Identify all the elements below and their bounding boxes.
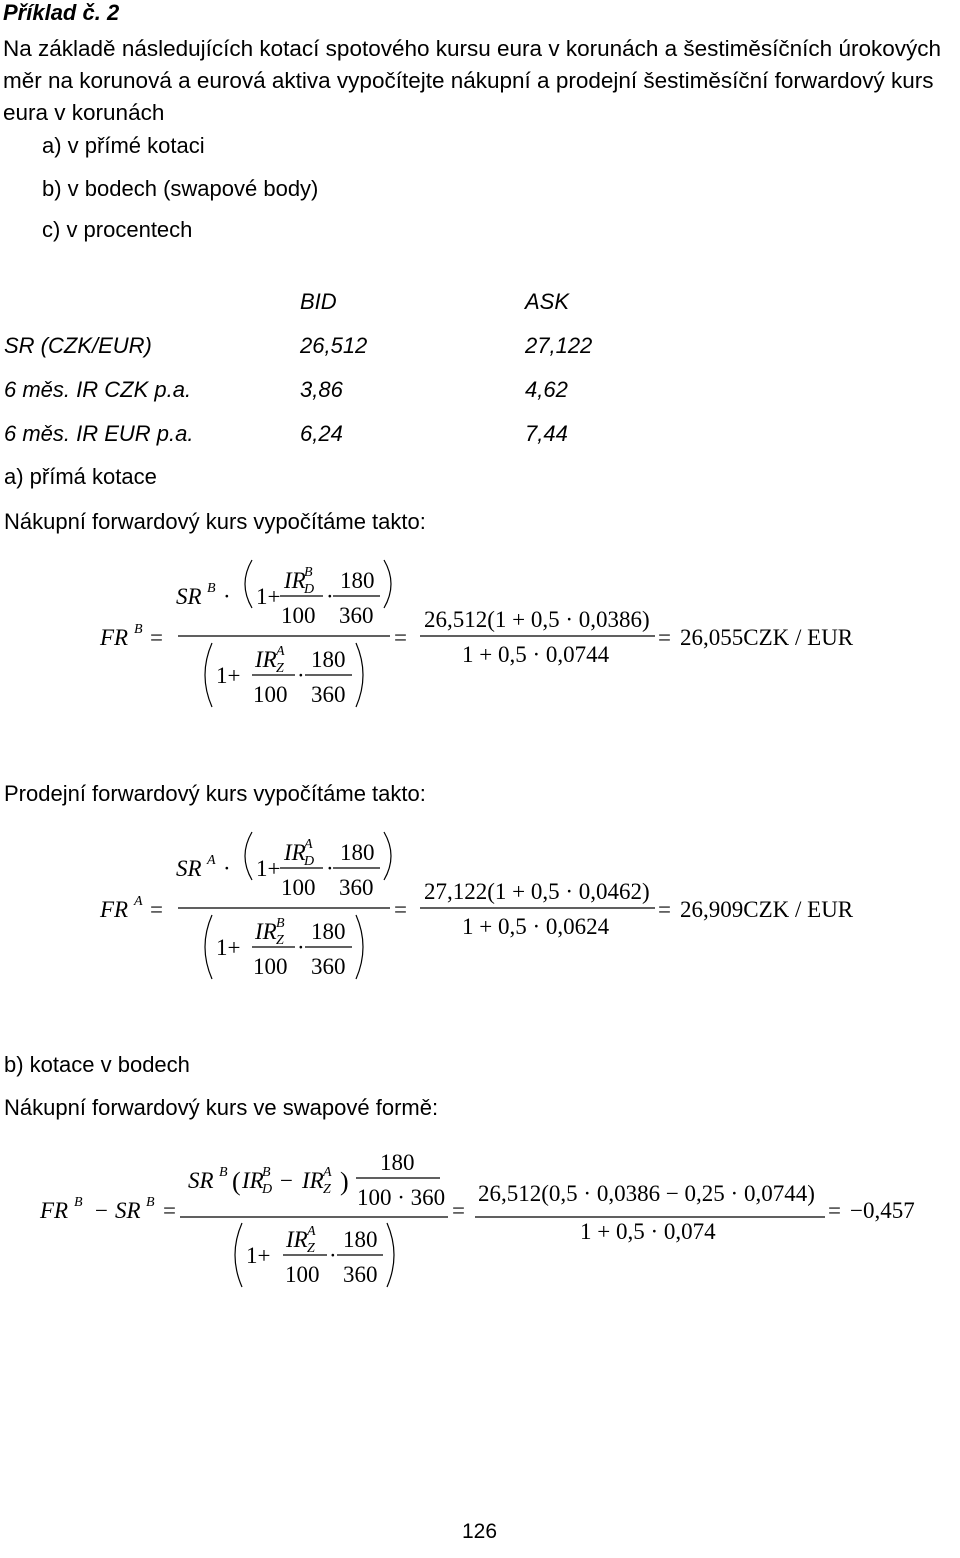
svg-text:A: A [276, 644, 285, 659]
svg-text:IR: IR [302, 1168, 324, 1193]
svg-text:·: · [326, 584, 334, 609]
row-bid: 3,86 [300, 377, 343, 402]
svg-text:D: D [262, 1182, 273, 1197]
svg-text:26,909CZK / EUR: 26,909CZK / EUR [680, 897, 854, 922]
svg-text:B: B [262, 1165, 271, 1180]
svg-text:27,122(1 + 0,5 · 0,0462): 27,122(1 + 0,5 · 0,0462) [424, 879, 650, 904]
svg-text:26,512(1 + 0,5 · 0,0386): 26,512(1 + 0,5 · 0,0386) [424, 607, 650, 632]
svg-text:=: = [150, 897, 163, 922]
svg-text:A: A [307, 1224, 316, 1239]
svg-text:FR: FR [100, 897, 129, 922]
svg-text:IR: IR [255, 647, 277, 672]
svg-text:360: 360 [339, 603, 374, 628]
page-title: Příklad č. 2 [3, 0, 120, 25]
svg-text:A: A [134, 894, 143, 909]
svg-text:D: D [304, 582, 315, 597]
svg-text:100: 100 [281, 875, 316, 900]
svg-text:Z: Z [307, 1241, 315, 1256]
svg-text:A: A [207, 853, 216, 868]
svg-text:1+: 1+ [216, 935, 241, 960]
row-label: 6 měs. IR CZK p.a. [4, 377, 192, 402]
svg-text:SR: SR [176, 856, 202, 881]
svg-text:1+: 1+ [256, 584, 281, 609]
svg-text:IR: IR [242, 1168, 264, 1193]
svg-text:100: 100 [285, 1262, 320, 1287]
svg-text:·: · [223, 584, 231, 609]
svg-text:360: 360 [311, 954, 346, 979]
header-bid: BID [300, 289, 337, 314]
svg-text:Z: Z [276, 933, 284, 948]
row-bid: 26,512 [300, 333, 368, 358]
svg-text:360: 360 [343, 1262, 378, 1287]
svg-text:D: D [304, 854, 315, 869]
swap-forward-text: Nákupní forwardový kurs ve swapové formě: [4, 1095, 439, 1120]
svg-text:A: A [304, 837, 313, 852]
svg-text:1+: 1+ [256, 856, 281, 881]
header-ask: ASK [525, 289, 570, 314]
formula-lhs-sup: B [134, 622, 143, 637]
task-a: a) v přímé kotaci [42, 133, 205, 158]
svg-text:−: − [280, 1168, 293, 1193]
svg-text:): ) [340, 1167, 349, 1196]
svg-text:=: = [394, 625, 407, 650]
svg-text:·: · [329, 1243, 337, 1268]
svg-text:=: = [394, 897, 407, 922]
svg-text:Z: Z [276, 661, 284, 676]
svg-text:Z: Z [323, 1182, 331, 1197]
svg-text:=: = [150, 625, 163, 650]
svg-text:SR: SR [176, 584, 202, 609]
row-ask: 7,44 [525, 421, 568, 446]
task-b: b) v bodech (swapové body) [42, 176, 319, 201]
section-b-heading: b) kotace v bodech [4, 1052, 190, 1077]
row-label: 6 měs. IR EUR p.a. [4, 421, 194, 446]
page-number: 126 [462, 1520, 498, 1543]
svg-text:1+: 1+ [246, 1243, 271, 1268]
sell-forward-text: Prodejní forwardový kurs vypočítáme takto: [4, 781, 426, 806]
svg-text:=: = [658, 897, 671, 922]
svg-text:1 + 0,5 · 0,0744: 1 + 0,5 · 0,0744 [462, 642, 610, 667]
svg-text:(: ( [232, 1167, 241, 1196]
row-bid: 6,24 [300, 421, 343, 446]
svg-text:180: 180 [311, 919, 346, 944]
svg-text:360: 360 [339, 875, 374, 900]
row-label: SR (CZK/EUR) [4, 333, 152, 358]
svg-text:180: 180 [340, 840, 375, 865]
svg-text:=: = [163, 1198, 176, 1223]
svg-text:−: − [95, 1198, 108, 1223]
svg-text:180: 180 [311, 647, 346, 672]
svg-text:·: · [326, 856, 334, 881]
svg-text:100: 100 [253, 682, 288, 707]
svg-text:=: = [828, 1198, 841, 1223]
svg-text:FR: FR [40, 1198, 69, 1223]
svg-text:=: = [658, 625, 671, 650]
svg-text:B: B [74, 1195, 83, 1210]
svg-text:100: 100 [281, 603, 316, 628]
svg-text:B: B [207, 581, 216, 596]
svg-text:=: = [452, 1198, 465, 1223]
svg-text:180: 180 [340, 568, 375, 593]
svg-text:·: · [297, 935, 305, 960]
row-ask: 4,62 [525, 377, 568, 402]
svg-text:·: · [223, 856, 231, 881]
buy-forward-text: Nákupní forwardový kurs vypočítáme takto: [4, 509, 426, 534]
svg-text:B: B [146, 1195, 155, 1210]
svg-text:26,055CZK / EUR: 26,055CZK / EUR [680, 625, 854, 650]
svg-text:100 · 360: 100 · 360 [357, 1185, 446, 1210]
svg-text:IR: IR [255, 919, 277, 944]
svg-text:B: B [304, 565, 313, 580]
svg-text:1+: 1+ [216, 663, 241, 688]
formula-lhs: FR [100, 625, 129, 650]
svg-text:SR: SR [115, 1198, 141, 1223]
svg-text:1 + 0,5 · 0,0624: 1 + 0,5 · 0,0624 [462, 914, 610, 939]
svg-text:IR: IR [284, 568, 306, 593]
svg-text:SR: SR [188, 1168, 214, 1193]
svg-text:IR: IR [286, 1227, 308, 1252]
svg-text:B: B [219, 1165, 228, 1180]
row-ask: 27,122 [525, 333, 593, 358]
svg-text:1 + 0,5 · 0,074: 1 + 0,5 · 0,074 [580, 1219, 716, 1244]
svg-text:360: 360 [311, 682, 346, 707]
svg-text:·: · [297, 663, 305, 688]
svg-text:A: A [323, 1165, 332, 1180]
intro-paragraph: Na základě následujících kotací spotového kursu eura v korunách a šestiměsíčních úrokových měr na korunová a eurová aktiva vypočítejte nákupní a prodejní šestiměsíční forwardový kurs eura v korunách [3, 36, 941, 125]
svg-text:26,512(0,5 · 0,0386 − 0,25 · 0: 26,512(0,5 · 0,0386 − 0,25 · 0,0744) [478, 1181, 815, 1206]
svg-text:B: B [276, 916, 285, 931]
section-a-heading: a) přímá kotace [4, 464, 157, 489]
svg-text:180: 180 [343, 1227, 378, 1252]
svg-text:100: 100 [253, 954, 288, 979]
swap-forward-formula [0, 1138, 960, 1558]
task-c: c) v procentech [42, 217, 193, 242]
svg-text:180: 180 [380, 1150, 415, 1175]
svg-text:−0,457: −0,457 [850, 1198, 915, 1223]
svg-text:IR: IR [284, 840, 306, 865]
